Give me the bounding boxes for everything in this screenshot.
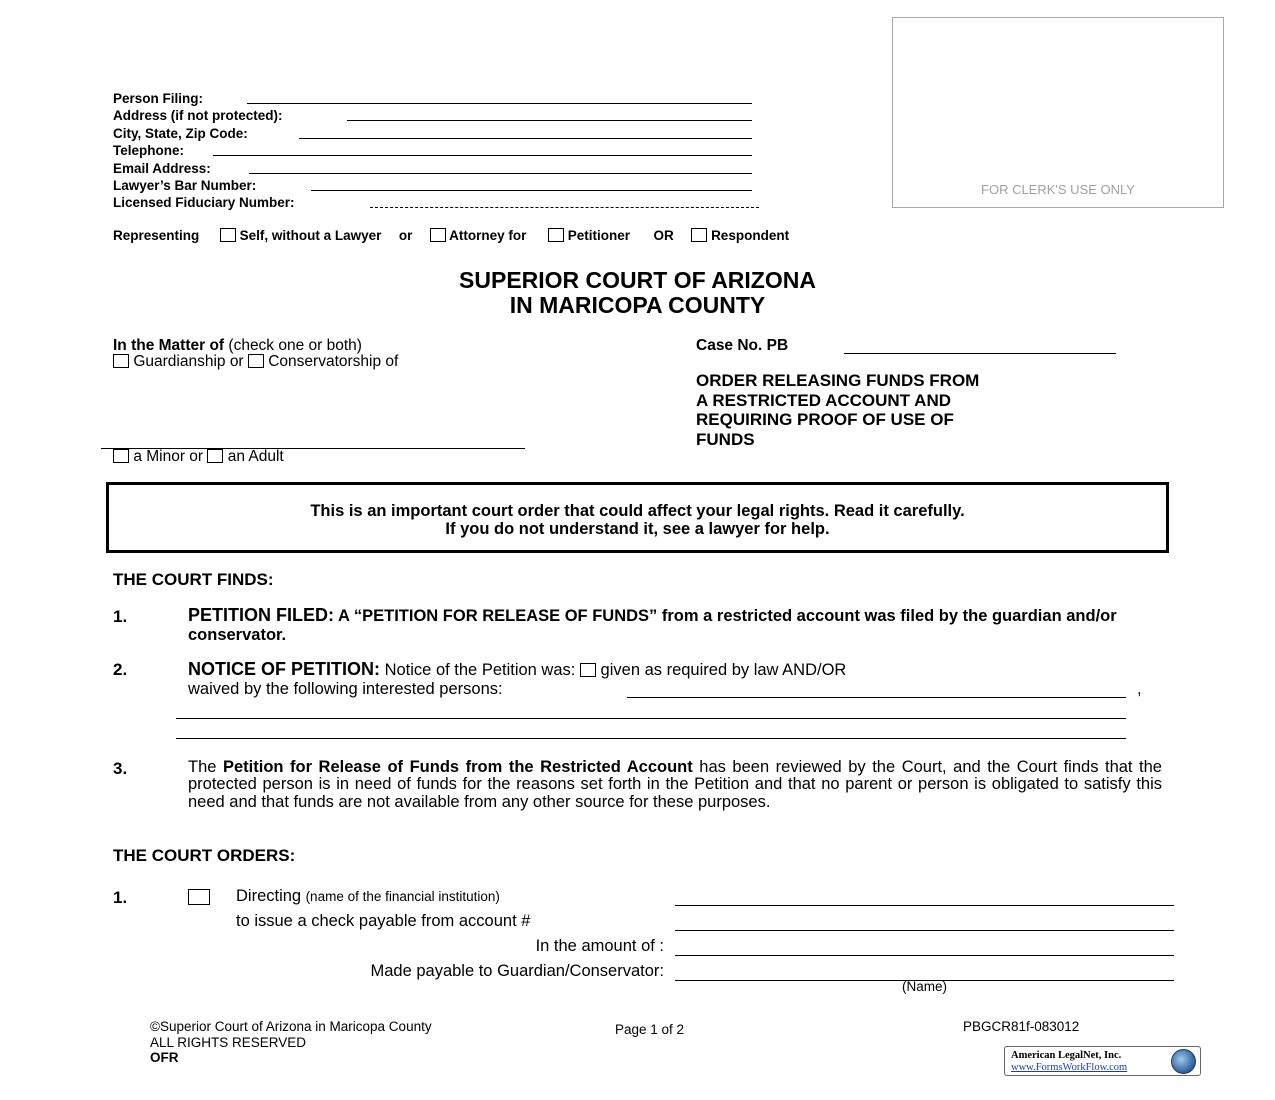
order-1-number: 1. — [113, 888, 128, 907]
bar-number-line[interactable] — [311, 190, 752, 191]
check-account-label: to issue a check payable from account # — [236, 912, 531, 930]
or-label: or — [398, 228, 413, 243]
footer-page-number: Page 1 of 2 — [615, 1022, 685, 1037]
payable-label: Made payable to Guardian/Conservator: — [370, 962, 664, 980]
city-state-zip-label: City, State, Zip Code: — [113, 126, 248, 141]
logo-company-name: American LegalNet, Inc. — [1011, 1050, 1122, 1061]
finding-3-text-block — [188, 759, 1162, 811]
finding-1-number: 1. — [113, 607, 128, 626]
name-caption: (Name) — [901, 979, 947, 994]
globe-icon — [1171, 1049, 1196, 1074]
case-number-label: Case No. PB — [696, 337, 789, 354]
fiduciary-number-label: Licensed Fiduciary Number: — [113, 195, 295, 210]
email-label: Email Address: — [113, 161, 211, 176]
guardianship-label: Guardianship or — [133, 353, 244, 370]
matter-note: (check one or both) — [228, 337, 362, 354]
person-filing-label: Person Filing: — [113, 91, 204, 106]
finding-2-text-c: waived by the following interested persons: — [188, 680, 503, 698]
address-label: Address (if not protected): — [113, 108, 283, 123]
footer-code: OFR — [150, 1050, 179, 1065]
matter-label: In the Matter of — [113, 337, 225, 354]
adult-label: an Adult — [227, 448, 284, 465]
finding-2-title: NOTICE OF PETITION: — [188, 659, 380, 679]
telephone-label: Telephone: — [113, 143, 185, 158]
attorney-label: Attorney for — [449, 228, 527, 243]
footer-copyright: ©Superior Court of Arizona in Maricopa County — [150, 1019, 432, 1034]
warning-line1: This is an important court order that could affect your legal rights. Read it carefully. — [310, 502, 965, 520]
telephone-line[interactable] — [213, 155, 752, 156]
court-finds-heading: THE COURT FINDS: — [113, 570, 274, 589]
petitioner-label: Petitioner — [567, 228, 630, 243]
court-orders-heading: THE COURT ORDERS: — [113, 846, 296, 865]
guardianship-checkbox[interactable] — [113, 354, 129, 368]
amount-label: In the amount of : — [535, 937, 664, 955]
finding-2-text-b: given as required by law AND/OR — [600, 661, 847, 679]
interested-persons-line-1[interactable] — [627, 697, 1126, 698]
or-uppercase-label: OR — [653, 228, 674, 243]
finding-2-text-a: Notice of the Petition was: — [384, 661, 576, 679]
warning-line2: If you do not understand it, see a lawyer for help. — [445, 520, 830, 538]
order-title-line3: REQUIRING PROOF OF USE OF — [696, 410, 954, 429]
order-title-line1: ORDER RELEASING FUNDS FROM — [696, 371, 980, 390]
minor-checkbox[interactable] — [113, 449, 129, 463]
self-checkbox[interactable] — [220, 228, 236, 242]
case-number-line[interactable] — [844, 353, 1116, 354]
amount-line[interactable] — [675, 955, 1174, 956]
respondent-checkbox[interactable] — [691, 228, 707, 242]
logo-url[interactable]: www.FormsWorkFlow.com — [1011, 1062, 1128, 1073]
adult-checkbox[interactable] — [207, 449, 223, 463]
financial-institution-line[interactable] — [675, 905, 1174, 906]
attorney-checkbox[interactable] — [430, 228, 446, 242]
interested-persons-line-3[interactable] — [176, 738, 1126, 739]
minor-label: a Minor or — [133, 448, 204, 465]
interested-persons-line-2[interactable] — [176, 718, 1126, 719]
directing-row — [236, 887, 500, 906]
conservatorship-label: Conservatorship of — [268, 353, 399, 370]
clerk-use-text: FOR CLERK'S USE ONLY — [981, 182, 1135, 197]
finding-3-text: has been reviewed by the Court, and the Court finds that the protected person is in need of funds for the reasons set forth in the Petition and that no parent or person is obligated to satisfy this need and that funds are not available from any other source for these purposes. — [188, 758, 1162, 811]
finding-1-title: PETITION FILED: — [188, 605, 334, 625]
finding-1-text-block — [188, 606, 1148, 645]
petitioner-checkbox[interactable] — [548, 228, 564, 242]
legalnet-logo[interactable] — [1004, 1046, 1201, 1076]
address-line[interactable] — [347, 120, 752, 121]
clerk-use-box — [892, 17, 1224, 208]
directing-checkbox-wrap — [188, 889, 210, 908]
representing-label: Representing — [113, 228, 200, 243]
footer-left — [150, 1019, 432, 1066]
court-title-line2: IN MARICOPA COUNTY — [509, 292, 766, 318]
finding-3-number: 3. — [113, 759, 128, 778]
finding-2-row-1 — [188, 659, 846, 680]
respondent-label: Respondent — [711, 228, 790, 243]
court-title-line1: SUPERIOR COURT OF ARIZONA — [459, 267, 816, 293]
order-title — [696, 371, 979, 449]
self-label: Self, without a Lawyer — [239, 228, 382, 243]
conservatorship-checkbox[interactable] — [248, 354, 264, 368]
finding-2-comma: , — [1137, 680, 1142, 698]
finding-2-number: 2. — [113, 660, 128, 679]
city-state-zip-line[interactable] — [299, 138, 752, 139]
fiduciary-number-line[interactable] — [370, 207, 759, 208]
person-type-row — [113, 448, 284, 466]
warning-box — [106, 482, 1169, 553]
footer-rights: ALL RIGHTS RESERVED — [150, 1034, 307, 1050]
email-line[interactable] — [249, 173, 752, 174]
person-filing-line[interactable] — [247, 103, 752, 104]
notice-given-checkbox[interactable] — [580, 663, 596, 677]
finding-3-bold: Petition for Release of Funds from the Restricted Account — [222, 758, 693, 776]
account-number-line[interactable] — [675, 930, 1174, 931]
finding-3-lead: The — [188, 758, 223, 776]
court-title — [0, 268, 1275, 318]
finding-1-text: A “PETITION FOR RELEASE OF FUNDS” from a restricted account was filed by the guardian and/or conservator. — [188, 607, 1117, 644]
footer-form-id: PBGCR81f-083012 — [963, 1019, 1080, 1034]
order-title-line2: A RESTRICTED ACCOUNT AND — [696, 390, 951, 410]
directing-label: Directing — [236, 887, 302, 905]
representing-row — [113, 228, 789, 243]
directing-checkbox[interactable] — [188, 889, 210, 905]
matter-type-row — [113, 353, 398, 371]
bar-number-label: Lawyer’s Bar Number: — [113, 178, 257, 193]
directing-note: (name of the financial institution) — [305, 889, 500, 904]
order-title-line4: FUNDS — [696, 429, 755, 449]
